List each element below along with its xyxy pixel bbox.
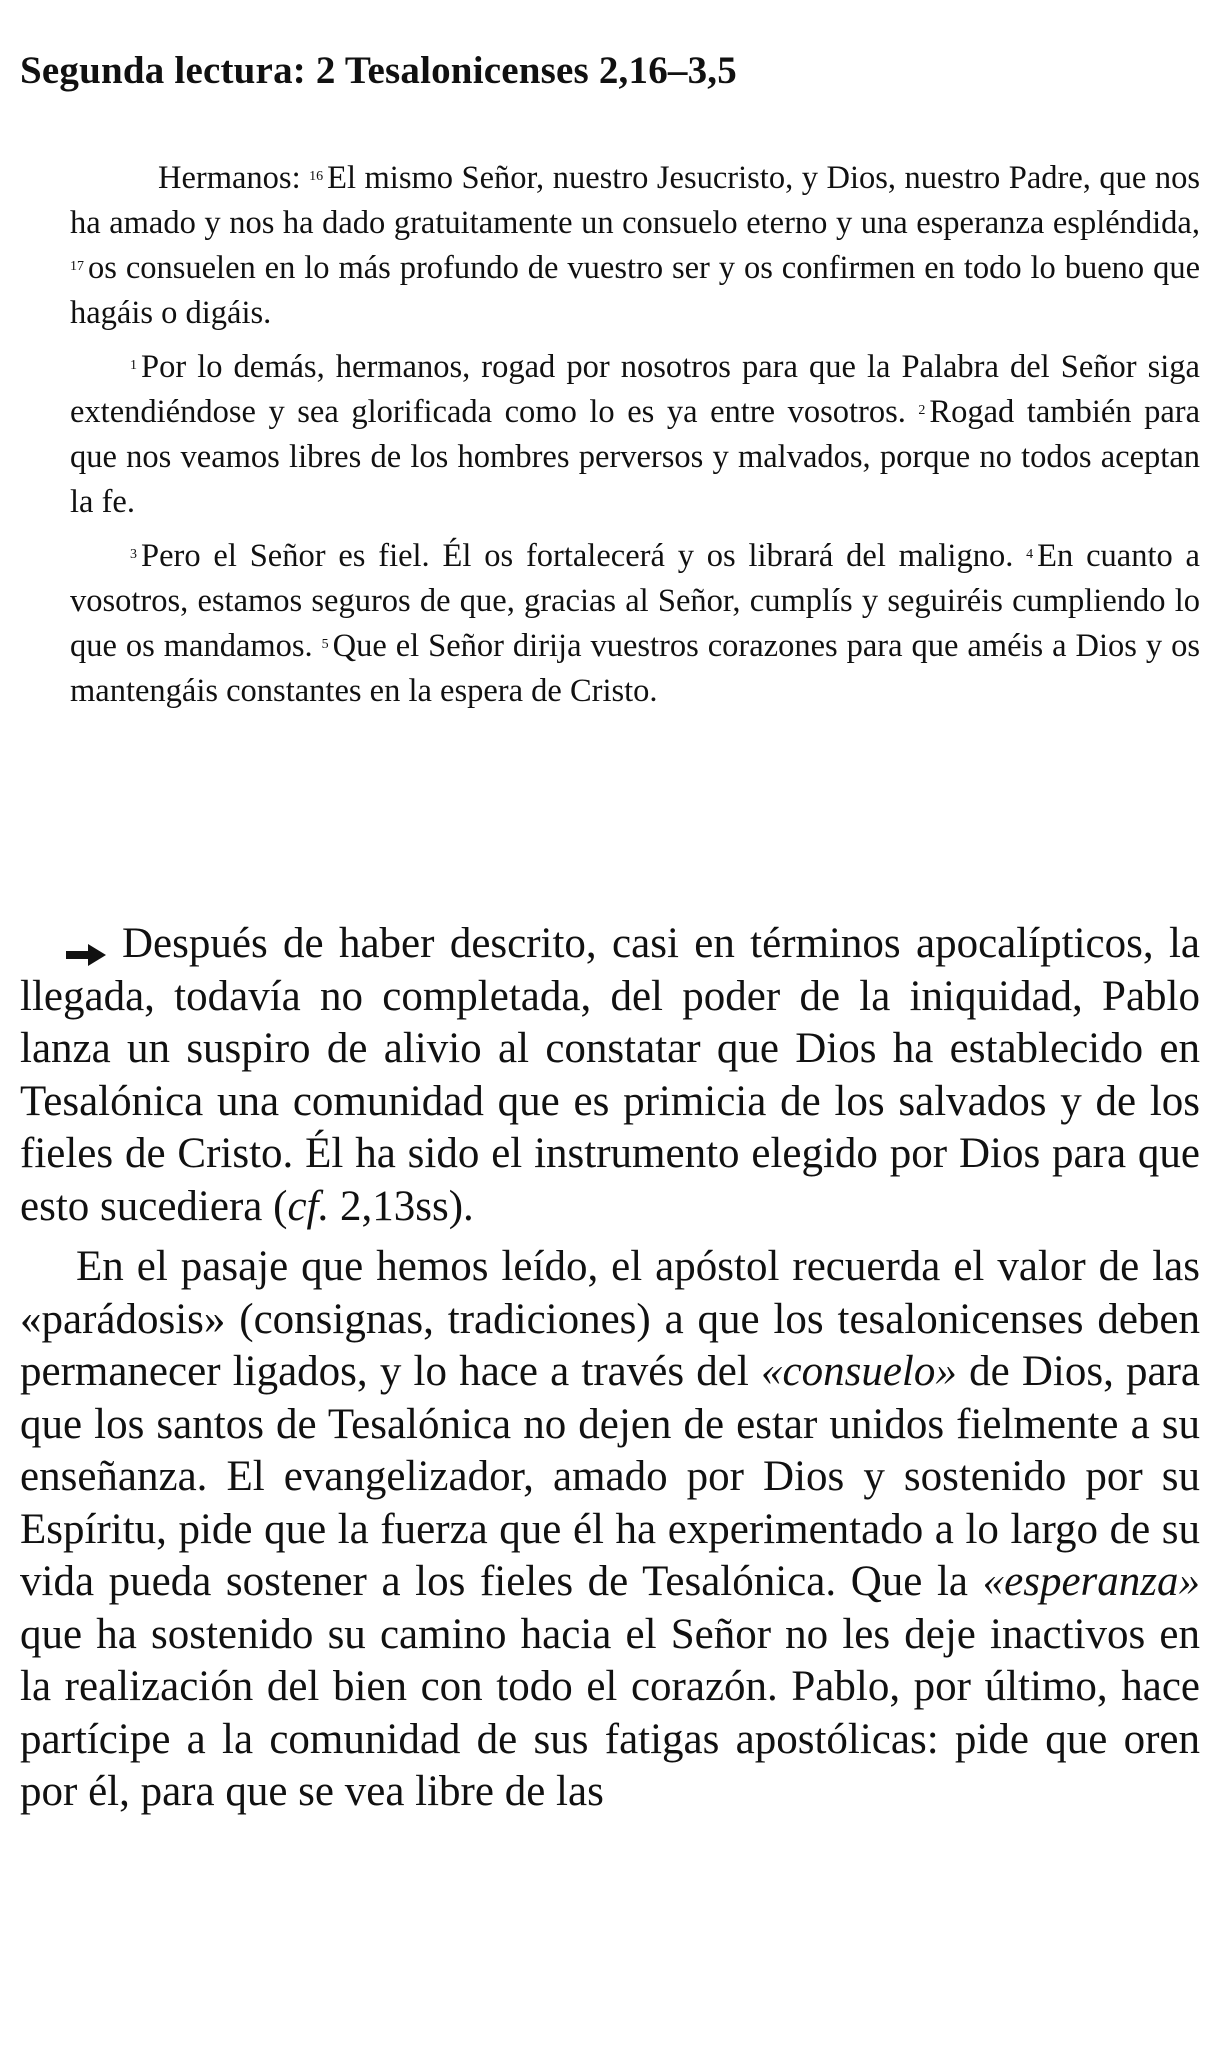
verse-number: 3 [130,547,137,562]
esperanza-term: «esperanza» [982,1558,1200,1605]
verse-text: En cuanto a vosotros, estamos seguros de que, gracias al Señor, cumplís y seguiréis cumpliendo lo que os mandamos. [70,538,1200,664]
verse-text: Pero el Señor es fiel. Él os fortalecerá y os librará del maligno. [141,538,1027,574]
commentary-text-c: de Dios, para que los santos de Tesalónica no dejen de estar unidos fielmente a su enseñanza. El evangelizador, amado por Dios y sostenido por su Espíritu, pide que la fuerza que él ha experimentado a lo largo de su vida pueda sostener a los fieles de Tesalónica. Que la [20,1348,1201,1605]
verse-text: Por lo demás, hermanos, rogad por nosotros para que la Palabra del Señor siga extendiéndose y sea glorificada como lo es ya entre vosotros. [70,349,1200,430]
commentary-paragraph [20,1241,1200,1819]
reading-text [70,156,1200,723]
consuelo-term: «consuelo» [761,1348,957,1395]
verse-number: 4 [1026,547,1034,562]
verse-number: 5 [321,637,329,652]
commentary-paragraph [20,918,1200,1233]
reading-paragraph [70,345,1200,525]
verse-number: 1 [130,358,137,373]
commentary-text-d: que ha sostenido su camino hacia el Señor no les deje inactivos en la realización del bien con todo el corazón. Pablo, por último, hace partícipe a la comunidad de sus fatigas apostólicas: pide que oren por él, para que se vea libre de las [20,1610,1200,1815]
verse-number: 17 [70,259,84,274]
reading-greeting: Hermanos: [158,160,310,196]
verse-text: Rogad también para que nos veamos libres de los hombres perversos y malvados, porque no todos aceptan la fe. [70,394,1200,520]
verse-number: 2 [918,403,926,418]
page-title: Segunda lectura: 2 Tesalonicenses 2,16–3,5 [20,49,737,92]
commentary-text-a: Después de haber descrito, casi en términos apocalípticos, la llegada, todavía no completada, del poder de la iniquidad, Pablo lanza un suspiro de alivio al constatar que Dios ha establecido en Tesalónica una comunidad que es primicia de los salvados y de los fieles de Cristo. Él ha sido el instrumento elegido por Dios para que esto sucediera ( [20,920,1200,1230]
commentary-text-b: En el pasaje que hemos leído, el apóstol recuerda el valor de las «parádosis» (consignas, tradiciones) a que los tesalonicenses deben permanecer ligados, y lo hace a través del [20,1243,1200,1395]
verse-text: os consuelen en lo más profundo de vuestro ser y os confirmen en todo lo bueno que hagáis o digáis. [70,250,1200,331]
commentary-reference: 2,13ss). [329,1182,474,1230]
verse-text: Que el Señor dirija vuestros corazones para que améis a Dios y os mantengáis constantes en la espera de Cristo. [70,628,1200,709]
commentary-text [20,918,1200,1827]
verse-number: 16 [309,169,324,184]
right-arrow-icon [64,929,108,955]
cf-abbreviation: cf. [287,1182,330,1230]
verse-text: El mismo Señor, nuestro Jesucristo, y Dios, nuestro Padre, que nos ha amado y nos ha dado gratuitamente un consuelo eterno y una esperanza espléndida, [70,160,1200,241]
reading-paragraph [70,534,1200,714]
reading-paragraph [70,156,1200,336]
